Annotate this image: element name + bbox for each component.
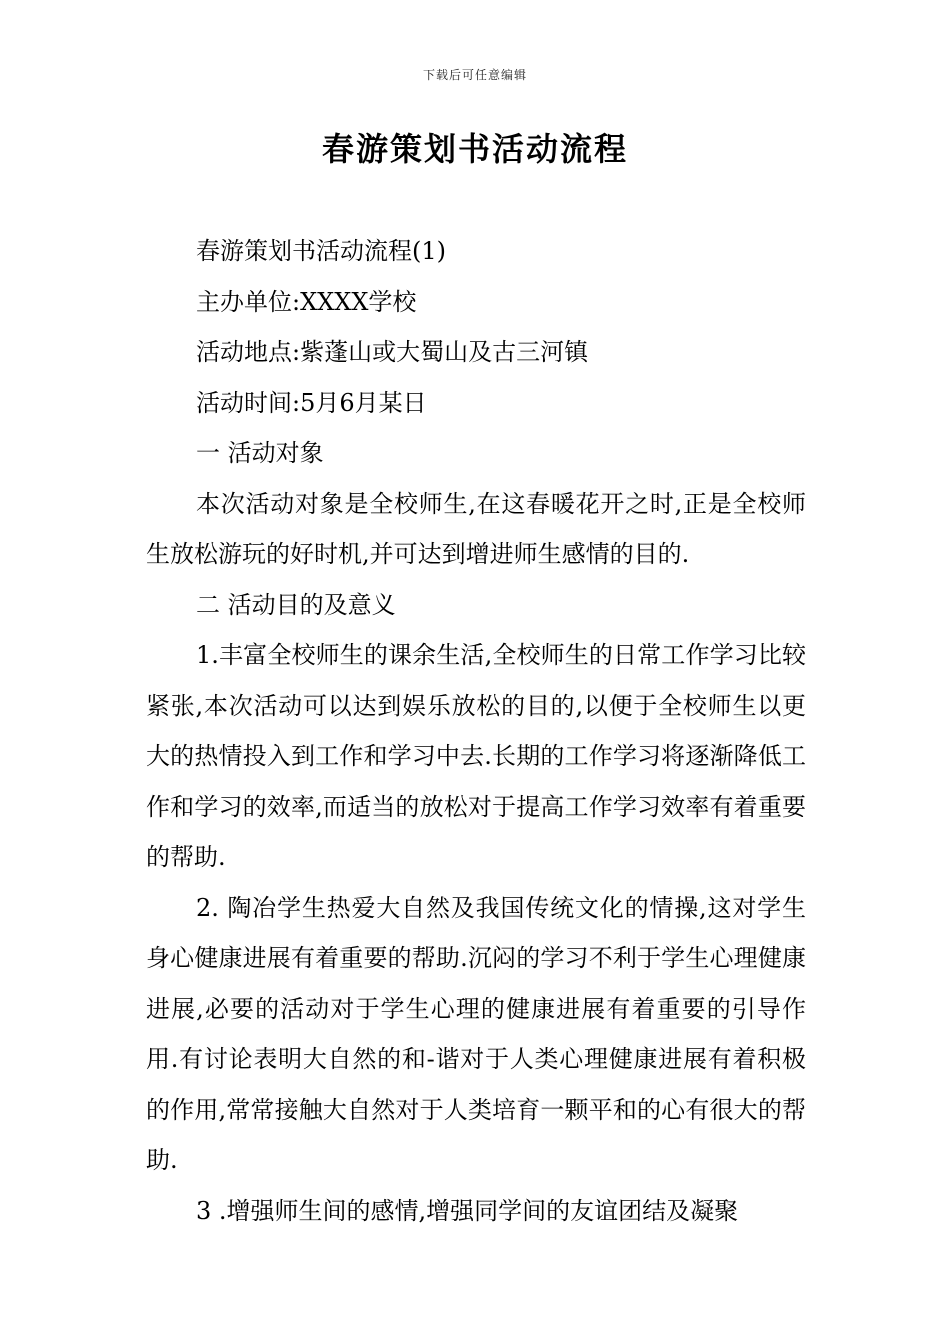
paragraph: 春游策划书活动流程(1): [196, 237, 446, 265]
paragraph: 1.丰富全校师生的课余生活,全校师生的日常工作学习比较紧张,本次活动可以达到娱乐放松的目的,以便于全校师生以更大的热情投入到工作和学习中去.长期的工作学习将逐渐降低工作和学习的效率,而适当的放松对于提高工作学习效率有着重要的帮助.: [146, 641, 806, 871]
section-heading: 一 活动对象: [196, 439, 324, 467]
document-title: 春游策划书活动流程: [321, 130, 628, 168]
section-heading: 二 活动目的及意义: [196, 590, 396, 619]
document-body: [146, 226, 806, 1236]
paragraph: 本次活动对象是全校师生,在这春暖花开之时,正是全校师生放松游玩的好时机,并可达到增进师生感情的目的.: [146, 489, 806, 568]
paragraph: 活动时间:5月6月某日: [196, 388, 427, 417]
paragraph: 2. 陶冶学生热爱大自然及我国传统文化的情操,这对学生身心健康进展有着重要的帮助.沉闷的学习不利于学生心理健康进展,必要的活动对于学生心理的健康进展有着重要的引导作用.有讨论表明大自然的和-谐对于人类心理健康进展有着积极的作用,常常接触大自然对于人类培育一颗平和的心有很大的帮助.: [146, 893, 806, 1174]
header-note: 下载后可任意编辑: [422, 68, 527, 82]
paragraph: 主办单位:XXXX学校: [196, 287, 417, 316]
paragraph: 活动地点:紫蓬山或大蜀山及古三河镇: [196, 338, 589, 366]
paragraph: 3 .增强师生间的感情,增强同学间的友谊团结及凝聚: [196, 1196, 739, 1225]
